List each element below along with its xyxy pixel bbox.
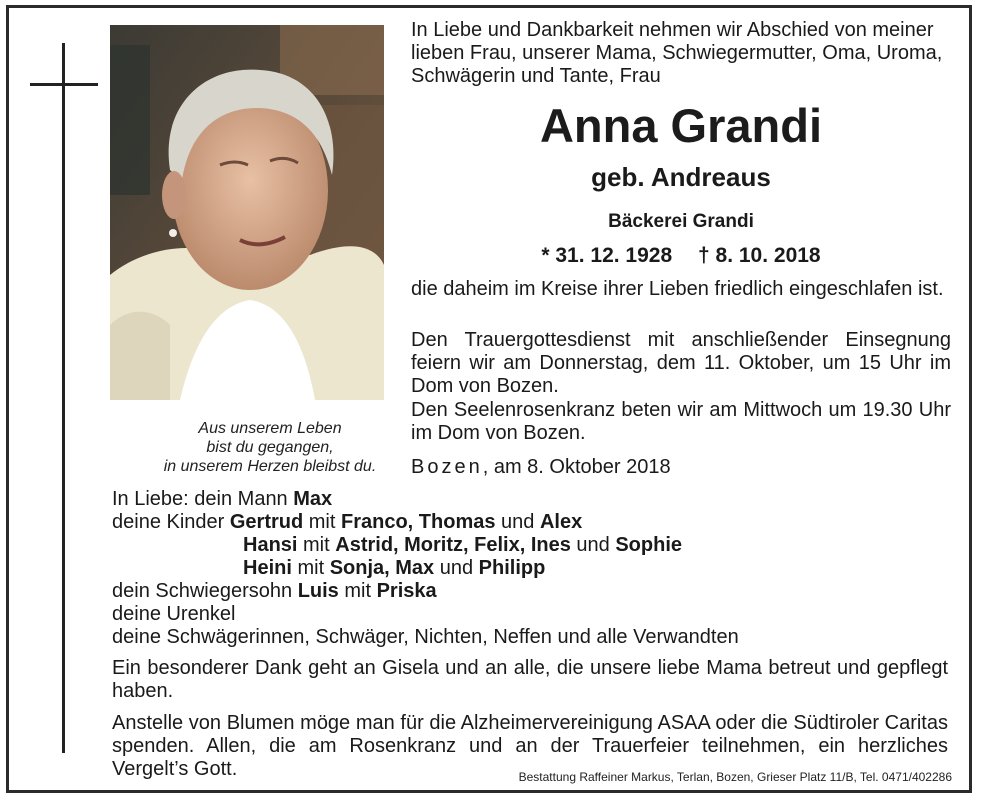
birth-date: * 31. 12. 1928 (541, 244, 673, 267)
family-name: Sonja, Max (329, 557, 435, 579)
family-name: Philipp (478, 557, 546, 579)
quote-line: in unserem Herzen bleibst du. (163, 458, 377, 475)
quote-line: bist du gegangen, (206, 439, 334, 456)
family-line (112, 534, 972, 557)
family-line (112, 557, 972, 580)
deceased-name: Anna Grandi (539, 99, 823, 152)
family-line (112, 580, 972, 603)
family-name: Luis (297, 580, 339, 602)
family-name: Sophie (615, 534, 683, 556)
family-line (112, 511, 972, 534)
family-text: dein Schwiegersohn (112, 580, 298, 602)
family-text: und (434, 557, 479, 579)
family-name: Max (293, 488, 333, 510)
place-name: Bozen (411, 456, 483, 478)
donation-text: Anstelle von Blumen möge man für die Alzheimervereinigung ASAA oder die Südtiroler Caritas spenden. Allen, die am Rosenkranz und an der Trauerfeier teilnehmen, ein herzliches Vergelt’s Gott. (112, 712, 948, 780)
family-text: In Liebe: dein Mann (112, 488, 294, 510)
family-text: mit (291, 557, 330, 579)
family-name: Heini (243, 557, 292, 579)
family-name: Franco, Thomas (341, 511, 496, 533)
family-list (112, 488, 972, 649)
family-name: Astrid, Moritz, Felix, Ines (335, 534, 571, 556)
family-line (112, 488, 972, 511)
memorial-quote (150, 419, 390, 476)
family-text: mit (303, 511, 341, 533)
family-text: mit (297, 534, 336, 556)
undertaker-info: Bestattung Raffeiner Markus, Terlan, Bozen, Grieser Platz 11/B, Tel. 0471/402286 (518, 770, 952, 784)
life-dates (411, 243, 951, 269)
family-text: und (570, 534, 616, 556)
family-text: deine Kinder (112, 511, 230, 533)
passing-text: die daheim im Kreise ihrer Lieben friedlich eingeschlafen ist. (411, 278, 944, 300)
family-line: deine Schwägerinnen, Schwäger, Nichten, Neffen und alle Verwandten (112, 626, 739, 648)
quote-line: Aus unserem Leben (198, 420, 342, 437)
family-name: Alex (539, 511, 583, 533)
death-date: † 8. 10. 2018 (698, 244, 821, 267)
family-text: und (495, 511, 540, 533)
business-name: Bäckerei Grandi (608, 211, 754, 232)
place-date (411, 456, 671, 479)
family-name: Priska (376, 580, 437, 602)
cross-icon-vertical (62, 43, 65, 753)
service-text: Den Trauergottesdienst mit anschließender Einsegnung feiern wir am Donnerstag, dem 11. Oktober, um 15 Uhr im Dom von Bozen. (411, 329, 951, 397)
family-text: mit (338, 580, 377, 602)
cross-icon-horizontal (30, 83, 98, 86)
thanks-text: Ein besonderer Dank geht an Gisela und an alle, die unsere liebe Mama betreut und gepflegt haben. (112, 657, 948, 702)
rosary-text: Den Seelenrosenkranz beten wir am Mittwoch um 19.30 Uhr im Dom von Bozen. (411, 399, 951, 444)
family-name: Gertrud (229, 511, 304, 533)
portrait-photo (110, 25, 384, 400)
intro-text: In Liebe und Dankbarkeit nehmen wir Abschied von meiner lieben Frau, unserer Mama, Schwiegermutter, Oma, Uroma, Schwägerin und Tante, Frau (411, 19, 943, 87)
family-name: Hansi (243, 534, 298, 556)
notice-date: , am 8. Oktober 2018 (482, 456, 671, 478)
birth-name: geb. Andreaus (591, 162, 771, 192)
family-line: deine Urenkel (112, 603, 236, 625)
